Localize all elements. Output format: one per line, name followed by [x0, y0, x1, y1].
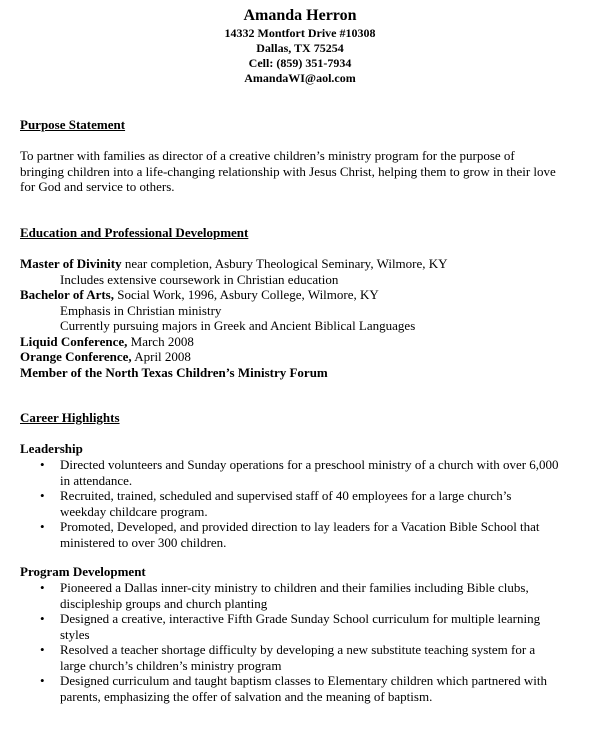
liquid-conference	[20, 334, 580, 350]
orange-conference-name: Orange Conference,	[20, 349, 132, 364]
list-item	[20, 673, 580, 704]
bullet-icon: •	[40, 611, 45, 626]
list-item	[20, 611, 580, 642]
purpose-line: bringing children into a life-changing relationship with Jesus Christ, helping them to grow in their love	[20, 163, 556, 179]
bachelors-detail: Social Work, 1996, Asbury College, Wilmore, KY	[114, 287, 379, 302]
list-item-line: Directed volunteers and Sunday operations for a preschool ministry of a church with over 6,000	[60, 457, 559, 472]
list-item-line: discipleship groups and church planting	[60, 595, 268, 611]
list-item	[20, 488, 580, 519]
bachelors-note: Currently pursuing majors in Greek and Ancient Biblical Languages	[60, 318, 416, 333]
list-item-line: parents, emphasizing the offer of salvation and the meaning of baptism.	[60, 688, 433, 704]
list-item-line: large church’s children’s ministry program	[60, 657, 282, 673]
membership: Member of the North Texas Children’s Ministry Forum	[20, 364, 328, 380]
list-item	[20, 457, 580, 488]
bachelors-entry	[20, 287, 580, 303]
leadership-list	[20, 457, 580, 550]
list-item-line: Designed curriculum and taught baptism classes to Elementary children which partnered with	[60, 673, 547, 688]
cell-line: Cell: (859) 351-7934	[248, 56, 352, 70]
list-item	[20, 519, 580, 550]
list-item	[20, 580, 580, 611]
list-item-line: Designed a creative, interactive Fifth Grade Sunday School curriculum for multiple learning	[60, 611, 541, 626]
education-list	[20, 256, 580, 380]
list-item-line: in attendance.	[60, 472, 133, 488]
purpose-paragraph	[20, 148, 580, 195]
purpose-line: To partner with families as director of a creative children’s ministry program for the purpose of	[20, 148, 515, 163]
program-heading: Program Development	[20, 564, 146, 579]
orange-conference-date: April 2008	[131, 349, 191, 364]
address-line: 14332 Montfort Drive #10308	[224, 26, 376, 40]
email-line: AmandaWI@aol.com	[244, 71, 356, 85]
bachelors-note: Emphasis in Christian ministry	[60, 302, 222, 318]
masters-note: Includes extensive coursework in Christian education	[60, 271, 339, 287]
city-line: Dallas, TX 75254	[256, 41, 344, 55]
masters-degree: Master of Divinity	[20, 256, 122, 271]
list-item-line: Recruited, trained, scheduled and supervised staff of 40 employees for a large church’s	[60, 488, 512, 503]
purpose-line: for God and service to others.	[20, 179, 175, 194]
liquid-conference-name: Liquid Conference,	[20, 333, 128, 349]
bachelors-degree: Bachelor of Arts,	[20, 287, 114, 302]
candidate-name: Amanda Herron	[243, 7, 357, 24]
bullet-icon: •	[40, 673, 45, 688]
list-item-line: styles	[60, 626, 90, 642]
list-item-line: Resolved a teacher shortage difficulty by developing a new substitute teaching system for a	[60, 642, 536, 657]
list-item-line: Promoted, Developed, and provided direction to lay leaders for a Vacation Bible School that	[60, 519, 540, 534]
program-list	[20, 580, 580, 704]
education-heading: Education and Professional Development	[20, 225, 249, 240]
bullet-icon: •	[40, 580, 45, 595]
bullet-icon: •	[40, 488, 45, 503]
liquid-conference-date: March 2008	[127, 333, 194, 349]
resume-header	[0, 6, 600, 86]
bullet-icon: •	[40, 642, 45, 657]
bullet-icon: •	[40, 519, 45, 534]
list-item-line: ministered to over 300 children.	[60, 534, 227, 550]
purpose-heading: Purpose Statement	[20, 117, 126, 132]
bullet-icon: •	[40, 457, 45, 472]
career-heading: Career Highlights	[20, 410, 120, 425]
list-item	[20, 642, 580, 673]
masters-detail: near completion, Asbury Theological Seminary, Wilmore, KY	[121, 256, 448, 271]
orange-conference	[20, 349, 580, 365]
list-item-line: Pioneered a Dallas inner-city ministry to children and their families including Bible clubs,	[60, 580, 529, 595]
list-item-line: weekday childcare program.	[60, 503, 208, 519]
masters-entry	[20, 256, 580, 272]
leadership-heading: Leadership	[20, 441, 83, 456]
